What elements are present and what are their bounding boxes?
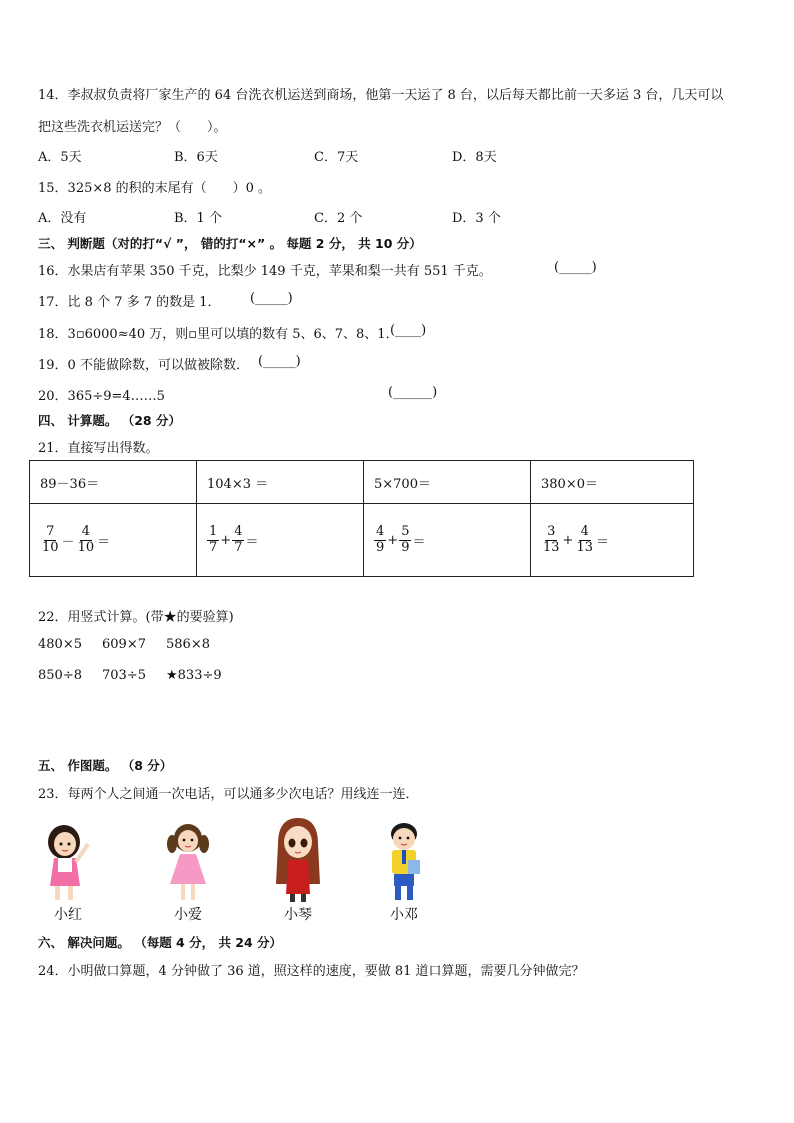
person-name: 小琴 — [284, 907, 312, 923]
fraction — [232, 525, 244, 556]
operator: + — [562, 532, 574, 548]
q16-answer-blank[interactable]: (_____) — [554, 260, 597, 275]
fraction — [541, 525, 562, 556]
q18-text: 18．3▫6000≈40 万，则▫里可以填的数有 5、6、7、8、1． — [38, 327, 399, 342]
q14-line1: 14．李叔叔负责将厂家生产的 64 台洗衣机运送到商场，他第一天运了 8 台，以后每天都比前一天多运 3 台，几天可以 — [38, 88, 724, 103]
q20-text: 20．365÷9=4……5 — [38, 389, 165, 404]
person-name: 小红 — [54, 907, 82, 923]
q16-text: 16．水果店有苹果 350 千克，比梨少 149 千克，苹果和梨一共有 551 千克。 — [38, 264, 492, 279]
q15-stem: 15．325×8 的积的末尾有（ ）0 。 — [38, 181, 272, 196]
denominator: 10 — [77, 539, 95, 555]
numerator: 4 — [580, 523, 589, 539]
calc-cell[interactable] — [531, 461, 694, 504]
person-xiaohong[interactable] — [38, 814, 128, 924]
calc-cell[interactable] — [364, 461, 531, 504]
equals-sign: ＝ — [245, 534, 259, 550]
q22-stem: 22．用竖式计算。(带★的要验算) — [38, 610, 234, 625]
q14-option-b[interactable]: B．6天 — [174, 150, 218, 165]
calc-cell[interactable] — [30, 461, 197, 504]
q15-option-c[interactable]: C．2 个 — [314, 211, 363, 226]
equals-sign: ＝ — [596, 534, 610, 550]
q14-option-a[interactable]: A．5天 — [38, 150, 82, 165]
fraction — [399, 525, 411, 556]
q15-option-b[interactable]: B．1 个 — [174, 211, 222, 226]
fraction — [40, 525, 61, 556]
q20-answer-blank[interactable]: (______) — [388, 385, 438, 400]
girl-illustration-icon — [158, 814, 218, 904]
vertical-calc-item: ★833÷9 — [166, 668, 222, 683]
denominator: 9 — [401, 539, 410, 555]
calc-expression: 5×700＝ — [374, 476, 431, 492]
person-xiaodeng[interactable] — [374, 814, 464, 924]
person-xiaoqin[interactable] — [268, 814, 358, 924]
calc-cell[interactable] — [531, 504, 694, 577]
table-row — [30, 461, 694, 504]
boy-illustration-icon — [374, 814, 434, 904]
q18-answer-blank[interactable]: (____) — [390, 323, 427, 338]
vertical-calc-item: 703÷5 — [102, 668, 146, 683]
person-xiaoai[interactable] — [158, 814, 248, 924]
section6-heading: 六、 解决问题。 （每题 4 分， 共 24 分） — [38, 935, 283, 950]
q19-answer-blank[interactable]: (_____) — [258, 354, 301, 369]
numerator: 1 — [209, 523, 218, 539]
vertical-calc-item: 586×8 — [166, 637, 210, 652]
section3-heading: 三、 判断题（对的打“√ ”， 错的打“×” 。 每题 2 分， 共 10 分） — [38, 236, 422, 251]
denominator: 13 — [576, 539, 593, 555]
q24-text: 24．小明做口算题，4 分钟做了 36 道，照这样的速度，要做 81 道口算题，需要几分钟做完？ — [38, 964, 585, 979]
calc-cell[interactable] — [197, 461, 364, 504]
calc-expression: 89－36＝ — [40, 476, 100, 492]
person-name: 小爱 — [174, 907, 202, 923]
numerator: 4 — [81, 523, 90, 539]
person-name: 小邓 — [390, 907, 418, 923]
numerator: 5 — [401, 523, 410, 539]
operator: + — [387, 532, 399, 548]
girl-illustration-icon — [38, 814, 98, 904]
q17-text: 17．比 8 个 7 多 7 的数是 1． — [38, 295, 221, 310]
denominator: 7 — [234, 539, 243, 555]
calc-expression: 380×0＝ — [541, 476, 598, 492]
q17-answer-blank[interactable]: (_____) — [250, 291, 293, 306]
girl-illustration-icon — [268, 814, 328, 904]
q21-calc-table — [29, 460, 694, 577]
q21-stem: 21．直接写出得数。 — [38, 441, 159, 456]
equals-sign: ＝ — [412, 534, 426, 550]
q19-text: 19．0 不能做除数，可以做被除数． — [38, 358, 249, 373]
operator: + — [220, 532, 232, 548]
calc-cell[interactable] — [364, 504, 531, 577]
q14-option-d[interactable]: D．8天 — [452, 150, 497, 165]
q15-option-a[interactable]: A．没有 — [38, 211, 87, 226]
vertical-calc-item: 609×7 — [102, 637, 146, 652]
table-row — [30, 504, 694, 577]
q23-stem: 23．每两个人之间通一次电话，可以通多少次电话？用线连一连． — [38, 787, 419, 802]
fraction — [574, 525, 595, 556]
numerator: 4 — [376, 523, 385, 539]
fraction — [207, 525, 219, 556]
people-illustration — [38, 814, 426, 924]
equals-sign: ＝ — [97, 534, 111, 550]
section4-heading: 四、 计算题。 （28 分） — [38, 413, 181, 428]
vertical-calc-item: 850÷8 — [38, 668, 82, 683]
denominator: 9 — [376, 539, 385, 555]
vertical-calc-item: 480×5 — [38, 637, 82, 652]
denominator: 7 — [209, 539, 218, 555]
fraction — [76, 525, 97, 556]
calc-expression: 104×3 ＝ — [207, 476, 269, 492]
calc-cell[interactable] — [30, 504, 197, 577]
calc-cell[interactable] — [197, 504, 364, 577]
q14-line2: 把这些洗衣机运送完？（ ）。 — [38, 120, 227, 135]
denominator: 10 — [42, 539, 59, 555]
q15-option-d[interactable]: D．3 个 — [452, 211, 501, 226]
numerator: 3 — [547, 523, 556, 539]
numerator: 7 — [46, 523, 55, 539]
fraction — [374, 525, 386, 556]
operator: － — [61, 534, 75, 550]
numerator: 4 — [234, 523, 243, 539]
q14-option-c[interactable]: C．7天 — [314, 150, 359, 165]
denominator: 13 — [543, 539, 560, 555]
section5-heading: 五、 作图题。 （8 分） — [38, 758, 173, 773]
